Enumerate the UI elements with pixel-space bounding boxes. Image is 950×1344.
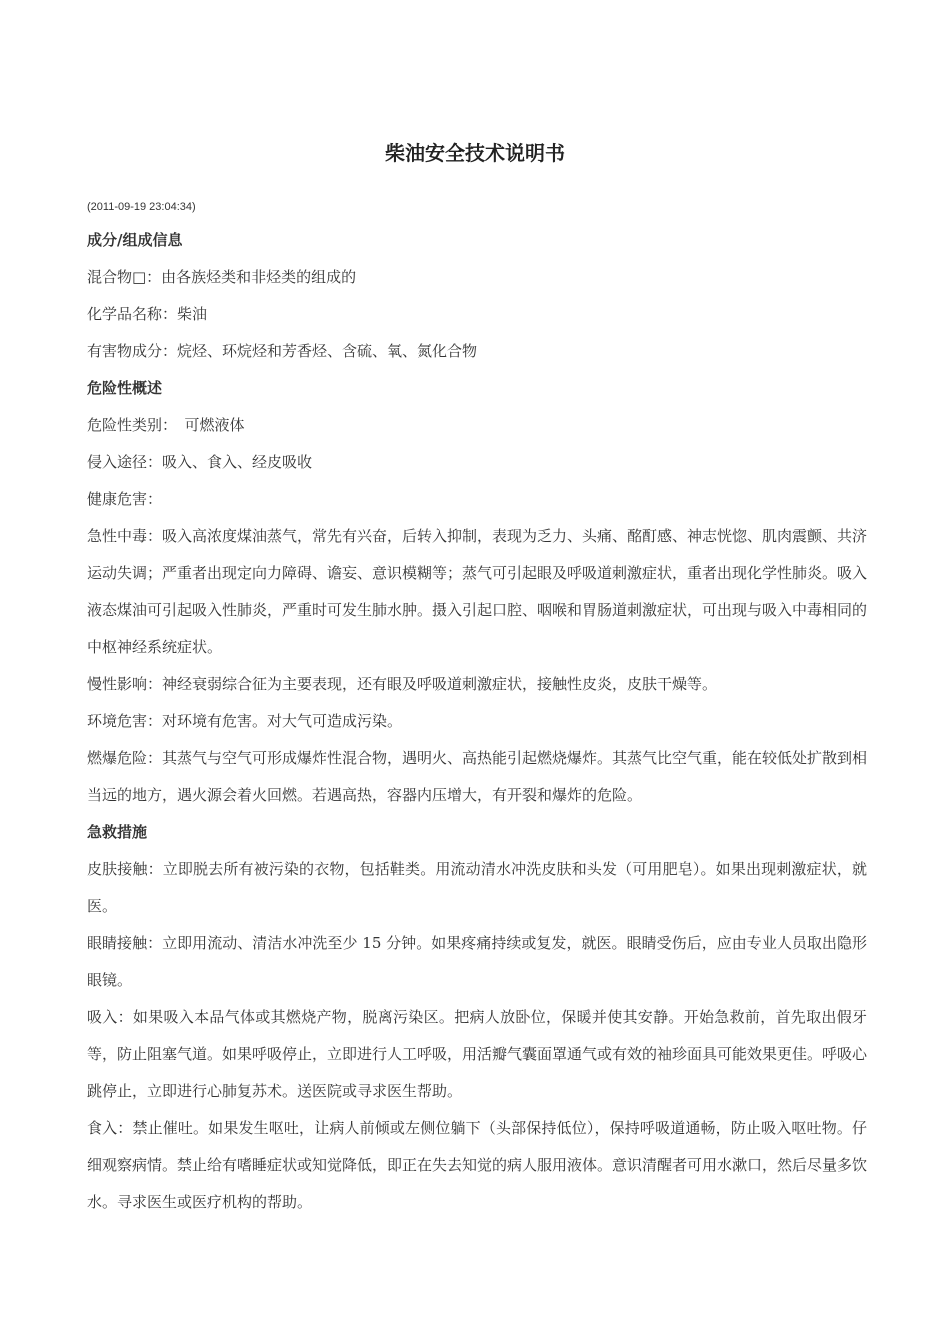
paragraph: 吸入：如果吸入本品气体或其燃烧产物，脱离污染区。把病人放卧位，保暖并使其安静。开始急救前，首先取出假牙等，防止阻塞气道。如果呼吸停止，立即进行人工呼吸，用活瓣气囊面罩通气或有效的袖珍面具可能效果更佳。呼吸心跳停止，立即进行心肺复苏术。送医院或寻求医生帮助。 bbox=[87, 1008, 868, 1100]
paragraph: 燃爆危险：其蒸气与空气可形成爆炸性混合物，遇明火、高热能引起燃烧爆炸。其蒸气比空气重，能在较低处扩散到相当远的地方，遇火源会着火回燃。若遇高热，容器内压增大，有开裂和爆炸的危险。 bbox=[87, 749, 868, 804]
section-hazard-overview bbox=[87, 370, 867, 814]
section-composition bbox=[87, 222, 867, 370]
paragraph: 食入：禁止催吐。如果发生呕吐，让病人前倾或左侧位躺下（头部保持低位），保持呼吸道通畅，防止吸入呕吐物。仔细观察病情。禁止给有嗜睡症状或知觉降低，即正在失去知觉的病人服用液体。意识清醒者可用水漱口，然后尽量多饮水。寻求医生或医疗机构的帮助。 bbox=[87, 1119, 868, 1211]
section-heading: 危险性概述 bbox=[87, 379, 163, 397]
document-body bbox=[87, 222, 867, 1221]
paragraph: 化学品名称：柴油 bbox=[87, 305, 208, 323]
paragraph: 侵入途径：吸入、食入、经皮吸收 bbox=[87, 453, 313, 471]
paragraph: 环境危害：对环境有危害。对大气可造成污染。 bbox=[87, 712, 403, 730]
paragraph: 眼睛接触：立即用流动、清洁水冲洗至少 15 分钟。如果疼痛持续或复发，就医。眼睛受伤后，应由专业人员取出隐形眼镜。 bbox=[87, 934, 867, 989]
paragraph: 混合物□：由各族烃类和非烃类的组成的 bbox=[87, 268, 357, 286]
section-heading: 急救措施 bbox=[87, 823, 148, 841]
paragraph: 慢性影响：神经衰弱综合征为主要表现，还有眼及呼吸道刺激症状，接触性皮炎，皮肤干燥等。 bbox=[87, 675, 718, 693]
paragraph: 健康危害： bbox=[87, 490, 163, 508]
paragraph: 有害物成分：烷烃、环烷烃和芳香烃、含硫、氧、氮化合物 bbox=[87, 342, 478, 360]
paragraph: 危险性类别： 可燃液体 bbox=[87, 416, 245, 434]
section-first-aid bbox=[87, 814, 867, 1221]
document-title: 柴油安全技术说明书 bbox=[385, 141, 565, 165]
section-heading: 成分/组成信息 bbox=[87, 231, 183, 249]
paragraph: 急性中毒：吸入高浓度煤油蒸气，常先有兴奋，后转入抑制，表现为乏力、头痛、酩酊感、神志恍惚、肌肉震颤、共济运动失调；严重者出现定向力障碍、谵妄、意识模糊等；蒸气可引起眼及呼吸道刺激症状，重者出现化学性肺炎。吸入液态煤油可引起吸入性肺炎，严重时可发生肺水肿。摄入引起口腔、咽喉和胃肠道刺激症状，可出现与吸入中毒相同的中枢神经系统症状。 bbox=[87, 527, 868, 656]
document-timestamp: (2011-09-19 23:04:34) bbox=[87, 201, 196, 213]
paragraph: 皮肤接触：立即脱去所有被污染的衣物，包括鞋类。用流动清水冲洗皮肤和头发（可用肥皂）。如果出现刺激症状，就医。 bbox=[87, 860, 867, 915]
